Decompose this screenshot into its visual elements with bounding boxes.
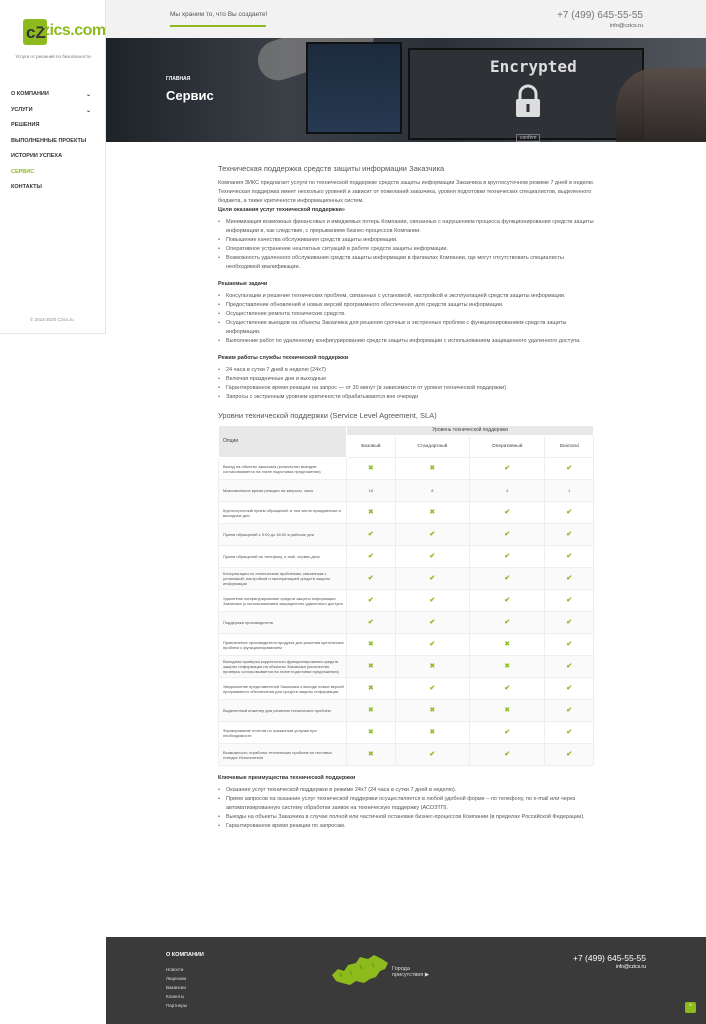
check-icon: ✔ (367, 597, 374, 604)
sla-table-body (219, 458, 594, 766)
goal-item: • Возможность удаленного обслуживания средств защиты информации в филиалах Компании, где могут отсутствовать специалисты необходимой квалификации. (218, 254, 598, 272)
sla-value-cell (395, 546, 469, 568)
modes-list (218, 366, 598, 402)
mode-item: • Гарантированное время реакции на запрос — от 30 минут (в зависимости от уровня технической поддержки) (218, 384, 598, 393)
sla-level-operative: Оперативный (469, 436, 545, 458)
table-row (219, 634, 594, 656)
advantage-item: • Гарантированное время реакции по запросам. (218, 822, 598, 831)
sidebar-item-label: УСЛУГИ (11, 106, 33, 113)
cross-icon: ✖ (367, 641, 374, 648)
check-icon: ✔ (367, 531, 374, 538)
sla-value-cell (395, 590, 469, 612)
cross-icon: ✖ (504, 663, 511, 670)
cross-icon: ✖ (367, 663, 374, 670)
svg-text:cZ: cZ (26, 23, 46, 42)
sla-value-cell (469, 546, 545, 568)
sidebar-item-label: КОНТАКТЫ (11, 184, 42, 190)
table-row (219, 612, 594, 634)
advantages-title: Ключевые преимущества технической поддержки (218, 775, 356, 781)
sla-option-cell: Круглосуточный прием обращений, в том числе праздничные и выходные дни (219, 502, 347, 524)
sla-value-cell (469, 568, 545, 590)
check-icon: ✔ (367, 553, 374, 560)
check-icon: ✔ (429, 553, 436, 560)
sla-value-cell (347, 722, 396, 744)
sla-value-cell (469, 700, 545, 722)
sidebar-item[interactable] (11, 167, 91, 183)
cross-icon: ✖ (367, 685, 374, 692)
hero-monitor-image (306, 42, 402, 134)
check-icon: ✔ (566, 465, 573, 472)
check-icon: ✔ (566, 685, 573, 692)
advantage-item: • Оказание услуг технической поддержки в режиме 24х7 (24 часа в сутки 7 дней в неделю). (218, 786, 598, 795)
check-icon: ✔ (504, 509, 511, 516)
sla-value-cell (545, 458, 594, 480)
sla-level-basic: Базовый (347, 436, 396, 458)
check-icon: ✔ (504, 685, 511, 692)
footer-links (166, 965, 187, 1010)
sla-value-cell (347, 546, 396, 568)
sidebar-nav (11, 89, 91, 198)
cross-icon: ✖ (504, 641, 511, 648)
advantage-item: • Прием запросов на оказание услуг технической поддержки осуществляется в любой удобной форме – по телефону, по e-mail или через автоматизированную систему обработки заявок на техническую поддержку (АСОЗТП). (218, 795, 598, 813)
table-row (219, 458, 594, 480)
sidebar-item[interactable] (11, 151, 91, 167)
table-row (219, 502, 594, 524)
sla-value-cell (347, 700, 396, 722)
sidebar-item[interactable] (11, 120, 91, 136)
table-row (219, 744, 594, 766)
cross-icon: ✖ (429, 663, 436, 670)
cross-icon: ✖ (367, 751, 374, 758)
sla-option-cell: Прием обращений с 9:00 до 18:00 в рабочие дни (219, 524, 347, 546)
sidebar-item[interactable] (11, 182, 91, 198)
cross-icon: ✖ (429, 707, 436, 714)
check-icon: ✔ (504, 597, 511, 604)
goal-item: • Оперативное устранение нештатных ситуаций в работе средств защиты информации. (218, 245, 598, 254)
header-phone[interactable]: +7 (499) 645-55-55 (557, 10, 643, 21)
hero-person-image (616, 68, 706, 142)
check-icon: ✔ (429, 619, 436, 626)
check-icon: ✔ (504, 619, 511, 626)
slogan: Мы храним то, что Вы создаете! (170, 11, 268, 18)
sla-value-cell (395, 502, 469, 524)
breadcrumb[interactable]: ГЛАВНАЯ (166, 76, 191, 82)
check-icon: ✔ (566, 663, 573, 670)
slogan-underline (170, 25, 266, 27)
task-item: • Осуществление ремонта технических средств. (218, 310, 598, 319)
table-row (219, 546, 594, 568)
confirm-text: confirm (516, 134, 540, 142)
sla-value-cell (545, 656, 594, 678)
sla-value-cell (395, 744, 469, 766)
sla-value-cell (395, 568, 469, 590)
sla-level-standard: Стандартный (395, 436, 469, 458)
check-icon: ✔ (367, 619, 374, 626)
sla-value-cell (545, 700, 594, 722)
sla-value-cell (347, 656, 396, 678)
table-row (219, 568, 594, 590)
sla-value-cell (469, 524, 545, 546)
sla-value-cell (469, 590, 545, 612)
cross-icon: ✖ (367, 707, 374, 714)
sla-value-cell (395, 634, 469, 656)
check-icon: ✔ (566, 597, 573, 604)
goals-title: Цели оказания услуг технической поддержки» (218, 207, 345, 213)
goal-item: • Повышение качества обслуживания средств защиты информации. (218, 236, 598, 245)
sla-value-cell: 16 (347, 480, 396, 502)
check-icon: ✔ (504, 729, 511, 736)
check-icon: ✔ (429, 531, 436, 538)
check-icon: ✔ (429, 597, 436, 604)
sidebar-item-label: ВЫПОЛНЕННЫЕ ПРОЕКТЫ (11, 137, 87, 144)
sidebar (0, 0, 106, 334)
sla-option-cell: Выделенный инженер для решения технических проблем (219, 700, 347, 722)
sla-value-cell (545, 590, 594, 612)
sla-value-cell (395, 458, 469, 480)
copyright: © 2014-2020 Czics.ru (30, 317, 74, 322)
footer (106, 937, 706, 1024)
check-icon: ✔ (566, 707, 573, 714)
check-icon: ✔ (566, 509, 573, 516)
sla-value-cell (395, 722, 469, 744)
sla-value-cell: 8 (395, 480, 469, 502)
sla-value-cell (347, 524, 396, 546)
hero-encrypted-screen (408, 48, 644, 140)
table-row (219, 480, 594, 502)
scroll-to-top-button[interactable]: ^ (685, 1002, 696, 1013)
sla-value-cell (395, 524, 469, 546)
check-icon: ✔ (367, 575, 374, 582)
check-icon: ✔ (429, 641, 436, 648)
sla-value-cell (395, 612, 469, 634)
sla-option-cell: Формирование отчетов по оказанным услугам при необходимости (219, 722, 347, 744)
sla-option-cell: Максимальное время реакции на запросы, часы (219, 480, 347, 502)
lock-icon (510, 84, 546, 118)
chevron-down-icon[interactable]: ⌄ (85, 92, 91, 98)
table-row (219, 722, 594, 744)
sla-value-cell (469, 722, 545, 744)
tasks-list (218, 292, 598, 346)
sla-option-cell: Уведомление представителей Заказчика о выходе новых версий программного обеспечения для средств защиты информации (219, 678, 347, 700)
footer-link[interactable]: Вакансии (166, 985, 186, 990)
sla-value-cell (545, 568, 594, 590)
sla-value-cell (469, 678, 545, 700)
footer-link[interactable]: Лицензии (166, 976, 187, 981)
intro-text: Компания ЗИКС предлагает услуги по технической поддержке средств защиты информации Заказчика в круглосуточном режиме 7 дней в неделю. Техническая поддержка имеет несколько уровней и зависит от пожеланий заказчика, уровня подготовки технических специалистов, выделенного бюджета, а также критичности информационных систем. (218, 180, 595, 204)
check-icon: ✔ (566, 575, 573, 582)
advantages-list (218, 786, 598, 831)
sla-option-cell: Выездная проверка корректности функционирования средств защиты информации на объектах Заказчика (количество проверок согласовывается на этапе подготовки предложения) (219, 656, 347, 678)
tagline: Услуги от решений по безопасности (15, 54, 91, 59)
sla-value-cell (395, 700, 469, 722)
check-icon: ✔ (566, 729, 573, 736)
sla-option-cell: Привлечение производителя продукта для решения критических проблем с функционированием (219, 634, 347, 656)
task-item: • Выполнение работ по удаленному конфигурированию средств защиты информации с использованием защищенного удаленного доступа. (218, 337, 598, 346)
encrypted-text: Encrypted (490, 57, 577, 76)
check-icon: ✔ (566, 641, 573, 648)
sla-option-cell: Поддержка производителя (219, 612, 347, 634)
sidebar-item[interactable] (11, 105, 91, 121)
table-row (219, 590, 594, 612)
sla-value-cell: 4 (469, 480, 545, 502)
mode-item: • Включая праздничные дни и выходные (218, 375, 598, 384)
sla-options-header: Опции (219, 426, 347, 458)
sla-option-cell: Консультации по техническим проблемам, связанным с установкой, настройкой и эксплуатацией средств защиты информации (219, 568, 347, 590)
sla-value-cell (347, 678, 396, 700)
check-icon: ✔ (504, 531, 511, 538)
logo[interactable] (20, 17, 106, 47)
check-icon: ✔ (504, 465, 511, 472)
task-item: • Осуществление выездов на объекты Заказчика для решения срочных и экстренных проблем с функционированием средств защиты информации. (218, 319, 598, 337)
cross-icon: ✖ (367, 729, 374, 736)
sla-value-cell (395, 656, 469, 678)
sla-value-cell (545, 722, 594, 744)
sla-level-diamond: Diamond (545, 436, 594, 458)
table-row (219, 656, 594, 678)
mode-item: • 24 часа в сутки 7 дней в неделю (24х7) (218, 366, 598, 375)
sla-value-cell (469, 458, 545, 480)
sla-table (218, 425, 594, 766)
sla-value-cell (469, 634, 545, 656)
sla-value-cell (347, 634, 396, 656)
cross-icon: ✖ (429, 729, 436, 736)
sla-value-cell (545, 634, 594, 656)
check-icon: ✔ (566, 531, 573, 538)
sidebar-item-label: РЕШЕНИЯ (11, 122, 40, 128)
goals-list (218, 218, 598, 272)
sla-value-cell (347, 744, 396, 766)
check-icon: ✔ (429, 575, 436, 582)
task-item: • Предоставление обновлений и новых версий программного обеспечения для средств защиты информации. (218, 301, 598, 310)
cross-icon: ✖ (429, 509, 436, 516)
sla-value-cell (469, 656, 545, 678)
check-icon: ✔ (566, 751, 573, 758)
table-row (219, 700, 594, 722)
sla-value-cell: 1 (545, 480, 594, 502)
sla-value-cell (347, 568, 396, 590)
check-icon: ✔ (566, 553, 573, 560)
sla-option-cell: Удаленное конфигурирование средств защиты информации Заказчика (с использованием защищенного удаленного доступа (219, 590, 347, 612)
cross-icon: ✖ (367, 509, 374, 516)
footer-link[interactable]: Партнеры (166, 1003, 187, 1008)
sla-value-cell (545, 524, 594, 546)
cities-link[interactable]: Города присутствия ▶ (392, 966, 430, 978)
sla-value-cell (545, 502, 594, 524)
footer-email[interactable]: info@czics.ru (615, 964, 646, 970)
tasks-title: Решаемые задачи (218, 281, 268, 287)
sidebar-item[interactable] (11, 136, 91, 152)
footer-title: О КОМПАНИИ (166, 952, 204, 958)
task-item: • Консультации и решение технических проблем, связанных с установкой, настройкой и эксплуатацией средств защиты информации. (218, 292, 598, 301)
hero-banner (106, 38, 706, 142)
sla-value-cell (347, 458, 396, 480)
check-icon: ✔ (504, 751, 511, 758)
sla-value-cell (469, 744, 545, 766)
sla-option-cell: Выезд на объекты заказчика (количество выездов согласовывается на этапе подготовки предложения) (219, 458, 347, 480)
goal-item: • Минимизация возможных финансовых и имиджевых потерь Компании, связанных с нарушением процесса функционирования средств защиты информации и, как следствие, с прерыванием бизнес-процессов Компании. (218, 218, 598, 236)
sla-value-cell (469, 612, 545, 634)
footer-phone[interactable]: +7 (499) 645-55-55 (572, 953, 646, 963)
mode-item: • Запросы с экстренным уровнем критичности обрабатываются вне очереди (218, 393, 598, 402)
sla-value-cell (347, 612, 396, 634)
check-icon: ✔ (504, 553, 511, 560)
section-heading: Техническая поддержка средств защиты информации Заказчика (218, 164, 445, 173)
check-icon: ✔ (504, 575, 511, 582)
cross-icon: ✖ (367, 465, 374, 472)
sla-option-cell: Возможность отработки технических проблем на тестовых стендах Исполнителя (219, 744, 347, 766)
check-icon: ✔ (429, 751, 436, 758)
sidebar-item[interactable] (11, 89, 91, 105)
main-content (218, 163, 598, 836)
sla-heading: Уровни технической поддержки (Service Level Agreement, SLA) (218, 411, 437, 420)
check-icon: ✔ (429, 685, 436, 692)
check-icon: ✔ (566, 619, 573, 626)
advantage-item: • Выезды на объекты Заказчика в случае полной или частичной остановки бизнес-процессов Компании (в пределах Российской Федерации). (218, 813, 598, 822)
sla-value-cell (347, 590, 396, 612)
sidebar-item-label: СЕРВИС (11, 168, 35, 175)
sla-value-cell (347, 502, 396, 524)
logo-text: zics.com (42, 22, 106, 39)
chevron-down-icon[interactable]: ⌄ (85, 107, 91, 114)
sla-value-cell (469, 502, 545, 524)
page-title: Сервис (166, 88, 214, 103)
table-row (219, 678, 594, 700)
sla-value-cell (545, 678, 594, 700)
sidebar-item-label: О КОМПАНИИ (11, 91, 49, 97)
sla-option-cell: Прием обращений по телефону, e-mail, сервис-деск (219, 546, 347, 568)
sla-value-cell (545, 612, 594, 634)
footer-link[interactable]: Новости (166, 967, 184, 972)
header-email[interactable]: info@czics.ru (609, 23, 643, 29)
mode-title: Режим работы службы технической поддержки (218, 355, 349, 361)
sla-value-cell (545, 744, 594, 766)
cross-icon: ✖ (429, 465, 436, 472)
sla-value-cell (545, 546, 594, 568)
footer-link[interactable]: Клиенты (166, 994, 185, 999)
table-row (219, 524, 594, 546)
sla-value-cell (395, 678, 469, 700)
top-bar (106, 0, 706, 38)
cross-icon: ✖ (504, 707, 511, 714)
russia-map-icon[interactable] (330, 953, 390, 989)
sidebar-item-label: ИСТОРИИ УСПЕХА (11, 153, 63, 159)
sla-level-header: Уровень технической поддержки (347, 426, 594, 436)
